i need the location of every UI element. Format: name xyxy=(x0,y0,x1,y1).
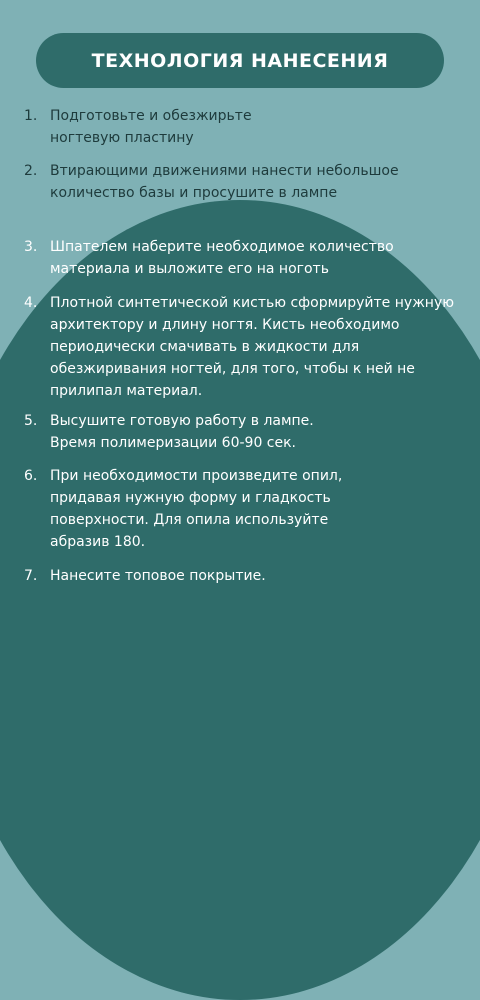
step-number: 3. xyxy=(24,239,38,255)
step-text: Плотной синтетической кистью сформируйте нужную архитектору и длину ногтя. Кисть необходимо периодически смачивать в жидкости для обезжиривания ногтей, для того, чтобы к ней не прилипал материал. xyxy=(50,295,455,399)
step-text: Втирающими движениями нанести небольшое количество базы и просушите в лампе xyxy=(50,163,399,201)
step-3 xyxy=(24,236,464,280)
step-2 xyxy=(24,160,464,204)
step-5 xyxy=(24,410,464,454)
step-4 xyxy=(24,292,464,402)
step-text: При необходимости произведите опил, придавая нужную форму и гладкость поверхности. Для опила используйте абразив 180. xyxy=(50,468,343,550)
step-1 xyxy=(24,105,464,149)
step-text: Высушите готовую работу в лампе. Время полимеризации 60-90 сек. xyxy=(50,413,314,451)
step-number: 5. xyxy=(24,413,38,429)
step-6 xyxy=(24,465,464,553)
step-7 xyxy=(24,565,464,587)
step-number: 2. xyxy=(24,163,38,179)
step-text: Нанесите топовое покрытие. xyxy=(50,568,266,584)
step-number: 1. xyxy=(24,108,38,124)
page-title: ТЕХНОЛОГИЯ НАНЕСЕНИЯ xyxy=(91,49,389,72)
step-number: 4. xyxy=(24,295,38,311)
step-number: 7. xyxy=(24,568,38,584)
step-text: Шпателем наберите необходимое количество материала и выложите его на ноготь xyxy=(50,239,394,277)
step-number: 6. xyxy=(24,468,38,484)
step-text: Подготовьте и обезжирьте ногтевую пластину xyxy=(50,108,252,146)
